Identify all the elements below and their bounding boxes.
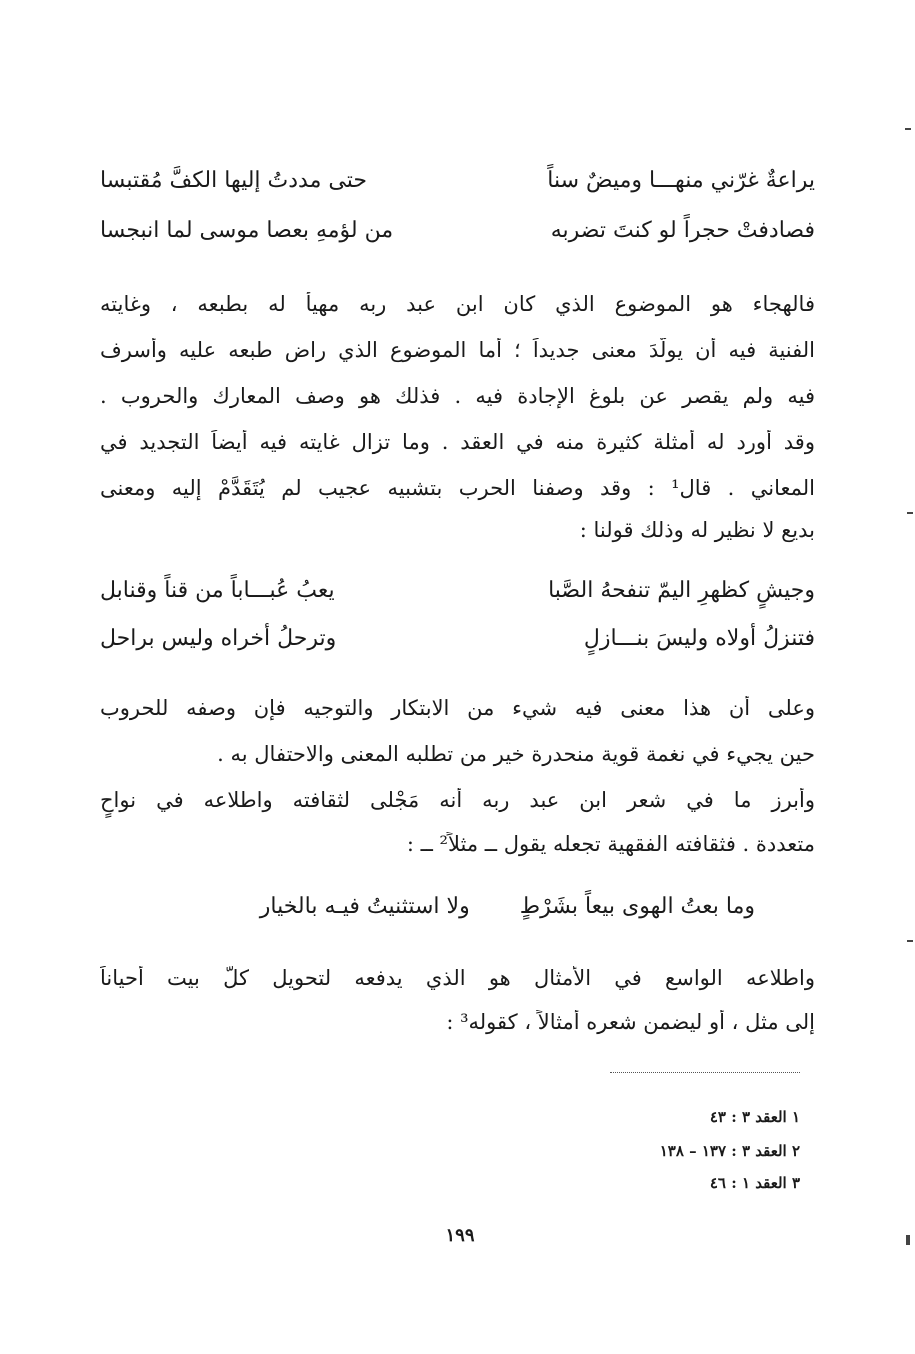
scan-mark xyxy=(907,512,913,514)
verse-second-hemistich: وترحلُ أخراه وليس براحل xyxy=(100,626,337,651)
verse-line xyxy=(155,894,755,930)
scan-mark xyxy=(906,1235,910,1245)
verse-first-hemistich: فصادفتْ حجراً لو كنتَ تضربه xyxy=(550,218,815,243)
paragraph-line: واطلاعه الواسع في الأمثال هو الذي يدفعه لتحويل كلّ بيت أحياناً xyxy=(100,966,815,990)
verse-line xyxy=(100,168,815,204)
footnote: ١ العقد ٣ : ٤٣ xyxy=(709,1108,800,1126)
verse-first-hemistich: فتنزلُ أولاه وليسَ بنـــازلٍ xyxy=(583,626,815,651)
verse-second-hemistich: من لؤمهِ بعصا موسى لما انبجسا xyxy=(100,218,394,243)
paragraph-line: فيه ولم يقصر عن بلوغ الإجادة فيه . فذلك هو وصف المعارك والحروب . xyxy=(100,384,815,408)
verse-line xyxy=(100,578,815,614)
footnote-separator xyxy=(610,1072,800,1073)
paragraph-line: وعلى أن هذا معنى فيه شيء من الابتكار والتوجيه فإن وصفه للحروب xyxy=(100,696,815,720)
footnote: ٢ العقد ٣ : ١٣٧ – ١٣٨ xyxy=(659,1142,800,1160)
paragraph-line: وأبرز ما في شعر ابن عبد ربه أنه مَجْلى لثقافته واطلاعه في نواحٍ xyxy=(100,788,815,812)
paragraph-line: بديع لا نظير له وذلك قولنا : xyxy=(579,518,815,542)
verse-second-hemistich: ولا استثنيتُ فيـه بالخيار xyxy=(259,894,470,919)
scan-mark xyxy=(907,940,913,942)
paragraph-line: إلى مثل ، أو ليضمن شعره أمثالاً ، كقوله³ : xyxy=(446,1010,815,1034)
verse-line xyxy=(100,218,815,254)
verse-first-hemistich: وما بعتُ الهوى بيعاً بشَرْطٍ xyxy=(519,894,755,919)
paragraph-line: فالهجاء هو الموضوع الذي كان ابن عبد ربه مهيأ له بطبعه ، وغايته xyxy=(100,292,815,316)
paragraph-line: الفنية فيه أن يولّدَ معنى جديداً ؛ أما الموضوع الذي راض طبعه عليه وأسرف xyxy=(100,338,815,362)
verse-second-hemistich: يعبُ عُبـــاباً من قناً وقنابل xyxy=(100,578,335,603)
verse-line xyxy=(100,626,815,662)
page-number: ١٩٩ xyxy=(445,1225,475,1246)
paragraph-line: وقد أورد له أمثلة كثيرة منه في العقد . وما تزال غايته فيه أيضاً التجديد في xyxy=(100,430,815,454)
paragraph-line: متعددة . فثقافته الفقهية تجعله يقول ــ مثلاً² ــ : xyxy=(406,832,815,856)
scan-mark xyxy=(905,128,911,130)
paragraph-line: حين يجيء في نغمة قوية منحدرة خير من تطلبه المعنى والاحتفال به . xyxy=(217,742,815,766)
verse-first-hemistich: يراعةٌ غرّني منهـــا وميضٌ سناً xyxy=(547,168,815,193)
paragraph-line: المعاني . قال¹ : وقد وصفنا الحرب بتشبيه عجيب لم يُتَقَدَّمْ إليه ومعنى xyxy=(100,476,815,500)
verse-first-hemistich: وجيشٍ كظهرِ اليمّ تنفحهُ الصَّبا xyxy=(548,578,815,603)
verse-second-hemistich: حتى مددتُ إليها الكفَّ مُقتبسا xyxy=(100,168,367,193)
footnote: ٣ العقد ١ : ٤٦ xyxy=(709,1174,800,1192)
